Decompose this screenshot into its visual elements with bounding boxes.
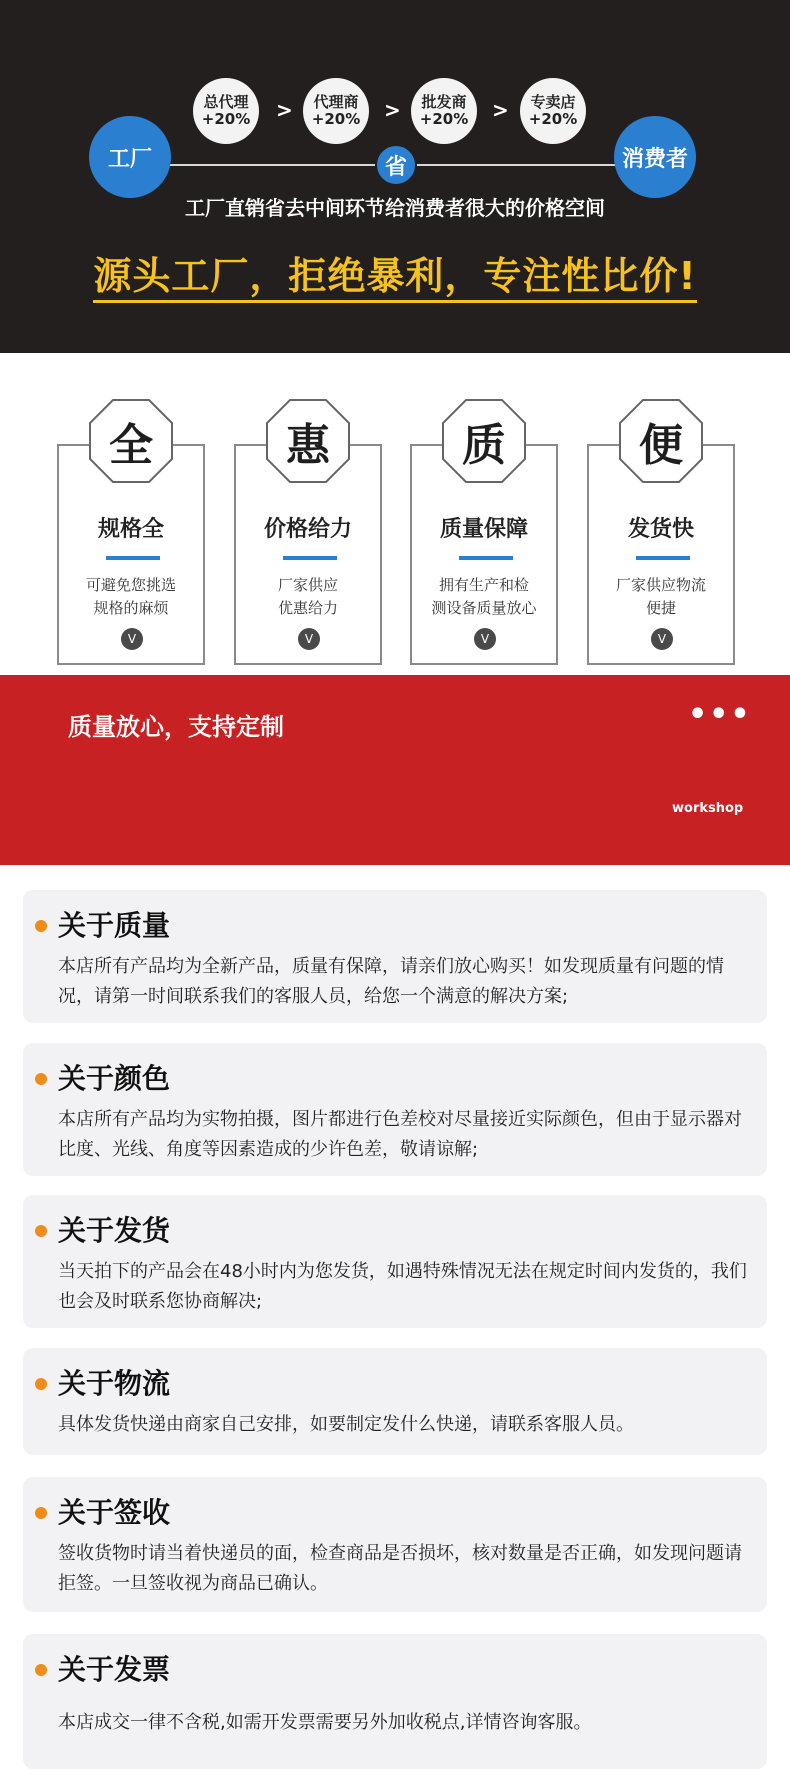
bullet-dot-icon <box>35 1664 47 1676</box>
feature-title: 规格全 <box>97 517 164 542</box>
policy-receipt <box>23 1477 767 1612</box>
policy-quality <box>23 890 767 1023</box>
policy-title: 关于发货 <box>58 1214 171 1247</box>
feature-desc-line: 优惠给力 <box>277 599 338 617</box>
consumer-label: 消费者 <box>621 146 688 172</box>
band-label: workshop <box>672 801 744 816</box>
policy-shipping <box>23 1195 767 1328</box>
bullet-dot-icon <box>35 1225 47 1237</box>
more-dots-icon: ••• <box>688 697 752 732</box>
bullet-dot-icon <box>35 920 47 932</box>
policy-title: 关于物流 <box>58 1367 171 1400</box>
band-title: 质量放心，支持定制 <box>68 713 284 741</box>
feature-glyph: 全 <box>109 420 153 471</box>
bullet-dot-icon <box>35 1378 47 1390</box>
feature-desc-line: 可避免您挑选 <box>85 576 176 594</box>
step-name: 代理商 <box>313 93 359 111</box>
policy-title: 关于签收 <box>58 1496 171 1529</box>
policy-body: 签收货物时请当着快递员的面，检查商品是否损坏，核对数量是否正确，如发现问题请拒签。一旦签收视为商品已确认。 <box>58 1543 742 1594</box>
step-markup: +20% <box>528 110 578 128</box>
feature-underline <box>636 556 690 560</box>
feature-desc-line: 厂家供应 <box>277 576 338 594</box>
step-name: 专卖店 <box>530 93 576 111</box>
policy-body: 本店所有产品均为全新产品，质量有保障，请亲们放心购买！如发现质量有问题的情况，请第一时间联系我们的客服人员，给您一个满意的解决方案; <box>58 956 724 1007</box>
feature-desc-line: 拥有生产和检 <box>438 576 529 594</box>
price-chain-banner <box>0 0 790 353</box>
banner-subtitle: 工厂直销省去中间环节给消费者很大的价格空间 <box>185 196 605 220</box>
consumer-circle <box>614 116 696 198</box>
save-badge <box>375 144 417 186</box>
policy-body: 具体发货快递由商家自己安排，如要制定发什么快递，请联系客服人员。 <box>58 1414 634 1435</box>
quality-band <box>0 675 790 865</box>
feature-desc-line: 便捷 <box>645 599 676 617</box>
policy-title: 关于发票 <box>58 1653 171 1686</box>
step-wholesaler <box>411 78 477 144</box>
step-general-agent <box>193 78 259 144</box>
bullet-dot-icon <box>35 1073 47 1085</box>
octagon-badge <box>441 398 527 484</box>
factory-circle <box>89 116 171 198</box>
step-agent <box>303 78 369 144</box>
policy-logistics <box>23 1348 767 1455</box>
feature-glyph: 便 <box>639 420 683 471</box>
feature-title: 价格给力 <box>263 517 352 542</box>
feature-glyph: 质 <box>462 420 506 471</box>
step-store <box>520 78 586 144</box>
feature-desc <box>412 574 556 620</box>
bullet-dot-icon <box>35 1507 47 1519</box>
save-label: 省 <box>384 154 407 180</box>
feature-underline <box>106 556 160 560</box>
feature-underline <box>459 556 513 560</box>
step-markup: +20% <box>419 110 469 128</box>
step-name: 总代理 <box>203 93 249 111</box>
chevron-down-icon: V <box>651 628 673 650</box>
step-markup: +20% <box>311 110 361 128</box>
policy-body: 本店所有产品均为实物拍摄，图片都进行色差校对尽量接近实际颜色，但由于显示器对比度、光线、角度等因素造成的少许色差，敬请谅解; <box>58 1109 742 1160</box>
policy-title: 关于颜色 <box>58 1062 171 1095</box>
step-markup: +20% <box>201 110 251 128</box>
policy-invoice <box>23 1634 767 1769</box>
arrow-icon: > <box>492 98 509 122</box>
policy-title: 关于质量 <box>58 909 171 942</box>
step-name: 批发商 <box>421 93 467 111</box>
feature-underline <box>283 556 337 560</box>
feature-desc-line: 厂家供应物流 <box>615 576 706 594</box>
arrow-icon: > <box>276 98 293 122</box>
chevron-down-icon: V <box>298 628 320 650</box>
feature-desc-line: 规格的麻烦 <box>93 599 169 617</box>
chevron-down-icon: V <box>474 628 496 650</box>
policy-body: 本店成交一律不含税,如需开发票需要另外加收税点,详情咨询客服。 <box>58 1712 592 1733</box>
feature-glyph: 惠 <box>286 420 330 471</box>
factory-label: 工厂 <box>107 146 152 172</box>
slogan-text: 源头工厂，拒绝暴利，专注性比价! <box>93 254 696 303</box>
policy-color <box>23 1043 767 1176</box>
octagon-badge <box>265 398 351 484</box>
feature-title: 发货快 <box>627 517 694 542</box>
octagon-badge <box>88 398 174 484</box>
feature-desc <box>589 574 733 620</box>
policy-body: 当天拍下的产品会在48小时内为您发货，如遇特殊情况无法在规定时间内发货的，我们也会及时联系您协商解决; <box>58 1261 747 1312</box>
chevron-down-icon: V <box>121 628 143 650</box>
arrow-icon: > <box>384 98 401 122</box>
feature-desc <box>59 574 203 620</box>
feature-desc <box>236 574 380 620</box>
banner-slogan <box>0 245 790 300</box>
feature-title: 质量保障 <box>439 517 528 542</box>
feature-desc-line: 测设备质量放心 <box>431 599 537 617</box>
octagon-badge <box>618 398 704 484</box>
